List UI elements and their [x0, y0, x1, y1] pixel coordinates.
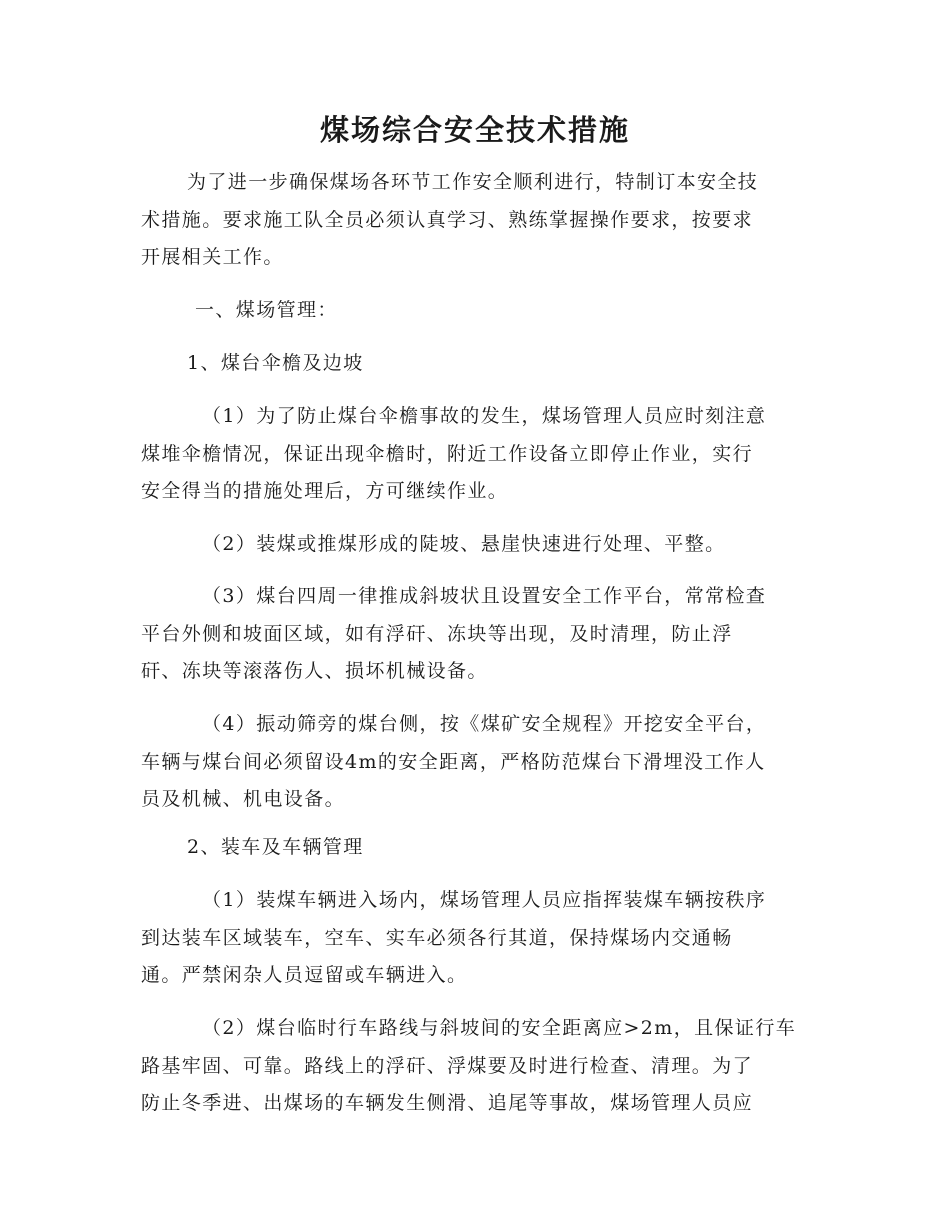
subsection-heading: 2、装车及车辆管理: [187, 836, 364, 858]
paragraph-line: （2）煤台临时行车路线与斜坡间的安全距离应>2m，且保证行车: [202, 1017, 797, 1039]
paragraph-line: 车辆与煤台间必须留设4m的安全距离，严格防范煤台下滑埋没工作人: [141, 751, 766, 773]
paragraph-line: （4）振动筛旁的煤台侧，按《煤矿安全规程》开挖安全平台，: [202, 713, 767, 735]
paragraph-line: （3）煤台四周一律推成斜坡状且设置安全工作平台，常常检查: [202, 585, 767, 607]
paragraph-line: 平台外侧和坡面区域，如有浮矸、冻块等出现，及时清理，防止浮: [141, 623, 733, 645]
document-title: 煤场综合安全技术措施: [319, 113, 630, 147]
section-heading: 一、煤场管理：: [195, 299, 338, 321]
paragraph-line: 防止冬季进、出煤场的车辆发生侧滑、追尾等事故，煤场管理人员应: [141, 1092, 754, 1114]
paragraph-line: （1）为了防止煤台伞檐事故的发生，煤场管理人员应时刻注意: [202, 405, 767, 427]
paragraph-line: 通。严禁闲杂人员逗留或车辆进入。: [141, 964, 468, 986]
paragraph-line: （1）装煤车辆进入场内，煤场管理人员应指挥装煤车辆按秩序: [202, 889, 767, 911]
paragraph-line: 安全得当的措施处理后，方可继续作业。: [141, 480, 509, 502]
paragraph-line: 术措施。要求施工队全员必须认真学习、熟练掌握操作要求，按要求: [141, 209, 754, 231]
paragraph-line: 矸、冻块等滚落伤人、损坏机械设备。: [141, 660, 488, 682]
paragraph-line: 开展相关工作。: [141, 246, 284, 268]
paragraph-line: 路基牢固、可靠。路线上的浮矸、浮煤要及时进行检查、清理。为了: [141, 1055, 754, 1077]
subsection-heading: 1、煤台伞檐及边坡: [187, 352, 364, 374]
paragraph-line: 员及机械、机电设备。: [141, 788, 346, 810]
paragraph-line: （2）装煤或推煤形成的陡坡、悬崖快速进行处理、平整。: [202, 533, 726, 555]
paragraph-line: 到达装车区域装车，空车、实车必须各行其道，保持煤场内交通畅: [141, 927, 733, 949]
paragraph-line: 为了进一步确保煤场各环节工作安全顺利进行，特制订本安全技: [187, 171, 759, 193]
paragraph-line: 煤堆伞檐情况，保证出现伞檐时，附近工作设备立即停止作业，实行: [141, 443, 754, 465]
